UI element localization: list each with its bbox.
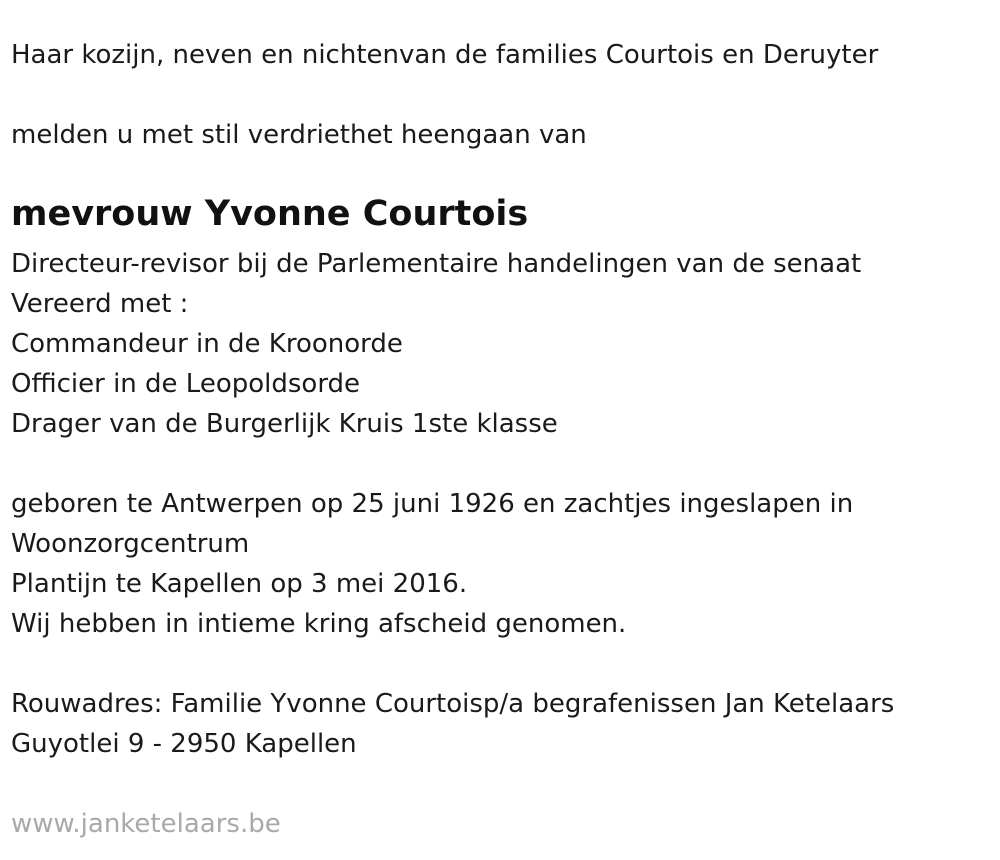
- website-link[interactable]: www.janketelaars.be: [11, 809, 281, 839]
- honored-with-label: Vereerd met :: [11, 289, 189, 319]
- deceased-name: mevrouw Yvonne Courtois: [11, 194, 529, 234]
- honor-item: Drager van de Burgerlijk Kruis 1ste klasse: [11, 409, 558, 439]
- details-line-3: Plantijn te Kapellen op 3 mei 2016.: [11, 569, 468, 599]
- details-line-2: Woonzorgcentrum: [11, 529, 250, 559]
- honor-item: Officier in de Leopoldsorde: [11, 369, 361, 399]
- details-line-1: geboren te Antwerpen op 25 juni 1926 en zachtjes ingeslapen in: [11, 489, 854, 519]
- honor-item: Commandeur in de Kroonorde: [11, 329, 403, 359]
- intro-line-1: Haar kozijn, neven en nichtenvan de families Courtois en Deruyter: [11, 40, 879, 70]
- intro-line-2: melden u met stil verdriethet heengaan van: [11, 120, 587, 150]
- address-line-2: Guyotlei 9 - 2950 Kapellen: [11, 729, 357, 759]
- honor-title-line: Directeur-revisor bij de Parlementaire handelingen van de senaat: [11, 249, 862, 279]
- details-line-4: Wij hebben in intieme kring afscheid genomen.: [11, 609, 627, 639]
- address-line-1: Rouwadres: Familie Yvonne Courtoisp/a begrafenissen Jan Ketelaars: [11, 689, 895, 719]
